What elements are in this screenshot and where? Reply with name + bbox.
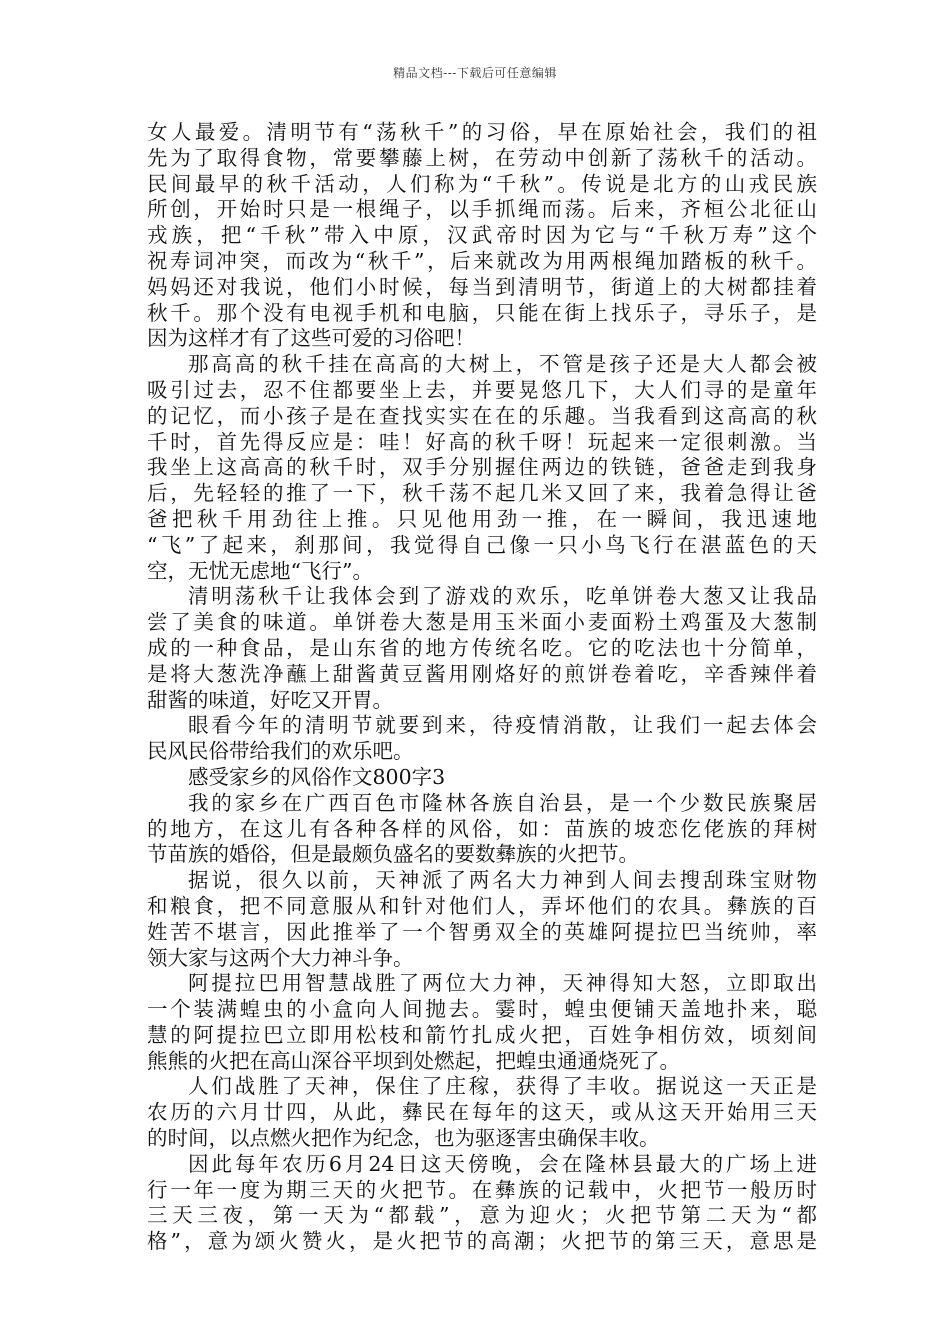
text-line: 戎族，把“千秋”带入中原，汉武帝时因为它与“千秋万寿”这个 (147, 223, 817, 248)
text-line: 节苗族的婚俗，但是最颇负盛名的要数彝族的火把节。 (147, 842, 639, 867)
text-line: 先为了取得食物，常要攀藤上树，在劳动中创新了荡秋千的活动。 (147, 145, 817, 170)
page-header: 精品文档---下载后可任意编辑 (393, 66, 557, 80)
text-line: 清明荡秋千让我体会到了游戏的欢乐，吃单饼卷大葱又让我品 (188, 584, 817, 609)
text-line: 我的家乡在广西百色市隆林各族自治县，是一个少数民族聚居 (188, 790, 817, 815)
text-line: 人们战胜了天神，保住了庄稼，获得了丰收。据说这一天正是 (188, 1074, 817, 1099)
text-line: 空，无忧无虑地“飞行”。 (147, 558, 373, 583)
text-line: 千时，首先得反应是：哇！好高的秋千呀！玩起来一定很刺激。当 (147, 429, 817, 454)
text-line: 慧的阿提拉巴立即用松枝和箭竹扎成火把，百姓争相仿效，顷刻间 (147, 1022, 817, 1047)
text-line: 领大家与这两个大力神斗争。 (147, 945, 414, 970)
document-body (147, 120, 817, 1255)
text-line: 的时间，以点燃火把作为纪念，也为驱逐害虫确保丰收。 (147, 1126, 660, 1151)
text-line: 甜酱的味道，好吃又开胃。 (147, 687, 393, 712)
text-line: 祝寿词冲突，而改为“秋千”，后来就改为用两根绳加踏板的秋千。 (147, 248, 817, 273)
text-line: 吸引过去，忍不住都要坐上去，并要晃悠几下，大人们寻的是童年 (147, 377, 817, 402)
text-line: 感受家乡的风俗作文800字3 (188, 764, 446, 789)
text-line: 农历的六月廿四，从此，彝民在每年的这天，或从这天开始用三天 (147, 1100, 817, 1125)
text-line: 我坐上这高高的秋千时，双手分别握住两边的铁链，爸爸走到我身 (147, 455, 817, 480)
text-line: 和粮食，把不同意服从和针对他们人，弄坏他们的农具。彝族的百 (147, 893, 817, 918)
text-line: 女人最爱。清明节有“荡秋千”的习俗，早在原始社会，我们的祖 (147, 120, 817, 144)
text-line: 是将大葱洗净蘸上甜酱黄豆酱用刚烙好的煎饼卷着吃，辛香辣伴着 (147, 661, 817, 686)
text-line: 那高高的秋千挂在高高的大树上，不管是孩子还是大人都会被 (188, 352, 817, 377)
text-line: 熊熊的火把在高山深谷平坝到处燃起，把蝗虫通通烧死了。 (147, 1048, 680, 1073)
text-line: 眼看今年的清明节就要到来，待疫情消散，让我们一起去体会 (188, 713, 817, 738)
text-line: “飞”了起来，刹那间，我觉得自己像一只小鸟飞行在湛蓝色的天 (147, 532, 817, 557)
text-line: 格”，意为颂火赞火，是火把节的高潮；火把节的第三天，意思是 (147, 1229, 817, 1254)
text-line: 妈妈还对我说，他们小时候，每当到清明节，街道上的大树都挂着 (147, 274, 817, 299)
text-line: 行一年一度为期三天的火把节。在彝族的记载中，火把节一般历时 (147, 1177, 817, 1202)
text-line: 三天三夜，第一天为“都载”，意为迎火；火把节第二天为“都 (147, 1203, 817, 1228)
text-line: 因此每年农历6月24日这天傍晚，会在隆林县最大的广场上进 (188, 1151, 817, 1176)
text-line: 所创，开始时只是一根绳子，以手抓绳而荡。后来，齐桓公北征山 (147, 197, 817, 222)
text-line: 民间最早的秋千活动，人们称为“千秋”。传说是北方的山戎民族 (147, 171, 817, 196)
text-line: 据说，很久以前，天神派了两名大力神到人间去搜刮珠宝财物 (188, 868, 817, 893)
text-line: 秋千。那个没有电视手机和电脑，只能在街上找乐子，寻乐子，是 (147, 300, 817, 325)
text-line: 一个装满蝗虫的小盒向人间抛去。霎时，蝗虫便铺天盖地扑来，聪 (147, 997, 817, 1022)
text-line: 尝了美食的味道。单饼卷大葱是用玉米面小麦面粉土鸡蛋及大葱制 (147, 610, 817, 635)
text-line: 后，先轻轻的推了一下，秋千荡不起几米又回了来，我着急得让爸 (147, 481, 817, 506)
text-line: 民风民俗带给我们的欢乐吧。 (147, 739, 414, 764)
text-line: 爸把秋千用劲往上推。只见他用劲一推，在一瞬间，我迅速地 (147, 506, 817, 531)
text-line: 因为这样才有了这些可爱的习俗吧！ (147, 326, 475, 351)
text-line: 阿提拉巴用智慧战胜了两位大力神，天神得知大怒，立即取出 (188, 971, 817, 996)
text-line: 的记忆，而小孩子是在查找实实在在的乐趣。当我看到这高高的秋 (147, 403, 817, 428)
text-line: 成的一种食品，是山东省的地方传统名吃。它的吃法也十分简单， (147, 635, 817, 660)
text-line: 姓苦不堪言，因此推举了一个智勇双全的英雄阿提拉巴当统帅，率 (147, 919, 817, 944)
text-line: 的地方，在这儿有各种各样的风俗，如：苗族的坡恋仡佬族的拜树 (147, 816, 817, 841)
